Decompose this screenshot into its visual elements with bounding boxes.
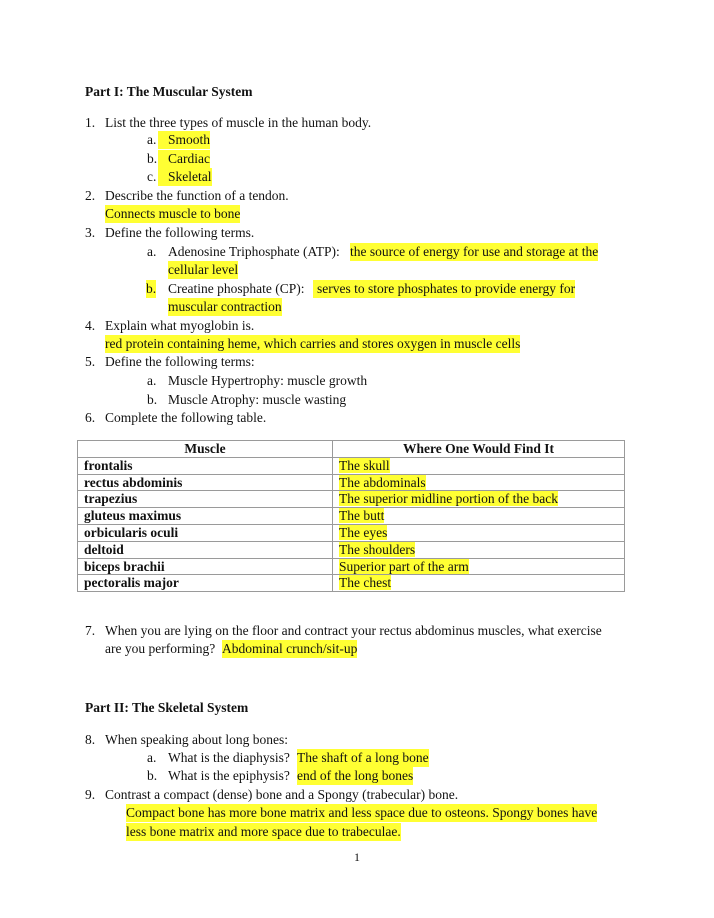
muscle-cell: orbicularis oculi [78, 524, 333, 541]
q7-line2: are you performing? [105, 641, 216, 656]
muscle-cell: frontalis [78, 457, 333, 474]
q9-number: 9. [85, 787, 96, 802]
q4-answer: red protein containing heme, which carries and stores oxygen in muscle cells [105, 336, 521, 351]
q5-b-text: Muscle Atrophy: muscle wasting [168, 392, 347, 407]
q6-text: Complete the following table. [105, 410, 267, 425]
q5-a-text: Muscle Hypertrophy: muscle growth [168, 373, 368, 388]
header-muscle: Muscle [78, 441, 333, 458]
table-row [78, 541, 625, 558]
q6-number: 6. [85, 410, 96, 425]
where-cell: The butt [339, 508, 385, 524]
q2-answer: Connects muscle to bone [105, 206, 241, 221]
q1-item-b-marker: b. [147, 151, 158, 166]
q5-a-marker: a. [147, 373, 157, 388]
header-where: Where One Would Find It [333, 441, 625, 458]
muscle-cell: rectus abdominis [78, 474, 333, 491]
part1-title: Part I: The Muscular System [85, 84, 253, 99]
q8-a-answer: The shaft of a long bone [297, 750, 429, 765]
q8-b-text: What is the epiphysis? [168, 768, 290, 783]
q8-b-answer: end of the long bones [297, 768, 414, 783]
muscle-cell: biceps brachii [78, 558, 333, 575]
q3-b-answer-line1: serves to store phosphates to provide energy for [313, 280, 575, 298]
table-row [78, 575, 625, 592]
table-row [78, 474, 625, 491]
table-row [78, 524, 625, 541]
q3-a-term: Adenosine Triphosphate (ATP): [168, 244, 340, 259]
q3-text: Define the following terms. [105, 225, 255, 240]
q5-b-marker: b. [147, 392, 158, 407]
q3-a-marker: a. [147, 244, 157, 259]
q1-item-b-answer: Cardiac [158, 150, 210, 168]
table-row [78, 558, 625, 575]
q1-item-a-marker: a. [147, 132, 157, 147]
muscle-cell: gluteus maximus [78, 508, 333, 525]
q9-answer-line1: Compact bone has more bone matrix and less space due to osteons. Spongy bones have [126, 805, 598, 820]
q3-b-answer-line2: muscular contraction [168, 299, 282, 314]
q7-line1: When you are lying on the floor and contract your rectus abdominus muscles, what exercise [105, 623, 602, 638]
q5-text: Define the following terms: [105, 354, 255, 369]
where-cell: The chest [339, 575, 392, 591]
part2-title: Part II: The Skeletal System [85, 700, 249, 715]
where-cell: The shoulders [339, 541, 416, 557]
q9-text: Contrast a compact (dense) bone and a Spongy (trabecular) bone. [105, 787, 459, 802]
q2-text: Describe the function of a tendon. [105, 188, 289, 203]
where-cell: The abdominals [339, 474, 426, 490]
q8-a-marker: a. [147, 750, 157, 765]
table-row [78, 508, 625, 525]
q8-a-text: What is the diaphysis? [168, 750, 290, 765]
q9-answer-line2: less bone matrix and more space due to trabeculae. [126, 824, 401, 839]
q1-text: List the three types of muscle in the human body. [105, 115, 372, 130]
q8-number: 8. [85, 732, 96, 747]
q7-answer: Abdominal crunch/sit-up [222, 641, 358, 656]
q8-b-marker: b. [147, 768, 158, 783]
q3-a-answer-line2: cellular level [168, 262, 239, 277]
q1-item-c-marker: c. [147, 169, 157, 184]
where-cell: The eyes [339, 524, 388, 540]
page-number: 1 [354, 850, 360, 864]
where-cell: The skull [339, 457, 390, 473]
q3-number: 3. [85, 225, 96, 240]
table-header-row [78, 441, 625, 458]
q8-text: When speaking about long bones: [105, 732, 288, 747]
q4-text: Explain what myoglobin is. [105, 318, 255, 333]
q1-number: 1. [85, 115, 96, 130]
table-row [78, 491, 625, 508]
muscle-cell: deltoid [78, 541, 333, 558]
q5-number: 5. [85, 354, 96, 369]
muscle-cell: trapezius [78, 491, 333, 508]
q1-item-c-answer: Skeletal [158, 168, 212, 186]
q3-b-marker: b. [146, 281, 157, 296]
q3-a-answer-line1: the source of energy for use and storage at the [350, 244, 599, 259]
where-cell: Superior part of the arm [339, 558, 469, 574]
muscle-cell: pectoralis major [78, 575, 333, 592]
q7-number: 7. [85, 623, 96, 638]
table-row [78, 457, 625, 474]
muscle-table [77, 440, 625, 592]
q2-number: 2. [85, 188, 96, 203]
q3-b-term: Creatine phosphate (CP): [168, 281, 305, 296]
q1-item-a-answer: Smooth [158, 131, 210, 149]
where-cell: The superior midline portion of the back [339, 491, 558, 507]
q4-number: 4. [85, 318, 96, 333]
